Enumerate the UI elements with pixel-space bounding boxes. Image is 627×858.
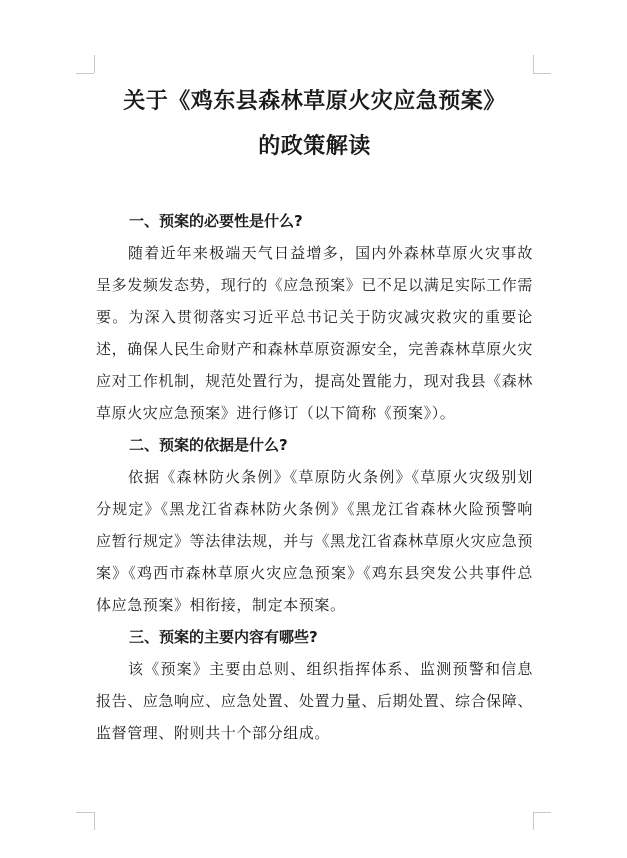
section-body-content: 该《预案》主要由总则、组织指挥体系、监测预警和信息报告、应急响应、应急处置、处置力量、后期处置、综合保障、监督管理、附则共十个部分组成。 <box>96 660 533 742</box>
crop-mark <box>76 812 94 813</box>
document-title-line-2: 的政策解读 <box>258 134 371 159</box>
section-heading-content: 三、预案的主要内容有哪些? <box>129 628 318 646</box>
document-title-line-1: 关于《鸡东县森林草原火灾应急预案》 <box>123 89 506 114</box>
crop-mark <box>94 55 95 73</box>
section-heading-necessity: 一、预案的必要性是什么? <box>129 212 303 230</box>
section-body-basis: 依据《森林防火条例》《草原防火条例》《草原火灾级别划分规定》《黑龙江省森林防火条例》《黑龙江省森林火险预警响应暂行规定》等法律法规，并与《黑龙江省森林草原火灾应急预案》《鸡西市森林草原火灾应急预案》《鸡东县突发公共事件总体应急预案》相衔接，制定本预案。 <box>96 468 533 614</box>
crop-mark <box>533 812 551 813</box>
document-body <box>96 205 533 749</box>
crop-mark <box>94 812 95 830</box>
section-heading-basis: 二、预案的依据是什么? <box>129 436 288 454</box>
crop-mark <box>533 73 551 74</box>
crop-mark <box>76 73 94 74</box>
crop-mark <box>533 812 534 830</box>
crop-mark <box>533 55 534 73</box>
section-body-necessity: 随着近年来极端天气日益增多，国内外森林草原火灾事故呈多发频发态势，现行的《应急预案》已不足以满足实际工作需要。为深入贯彻落实习近平总书记关于防灾减灾救灾的重要论述，确保人民生命财产和森林草原资源安全，完善森林草原火灾应对工作机制，规范处置行为，提高处置能力，现对我县《森林草原火灾应急预案》进行修订（以下简称《预案》）。 <box>96 244 533 422</box>
